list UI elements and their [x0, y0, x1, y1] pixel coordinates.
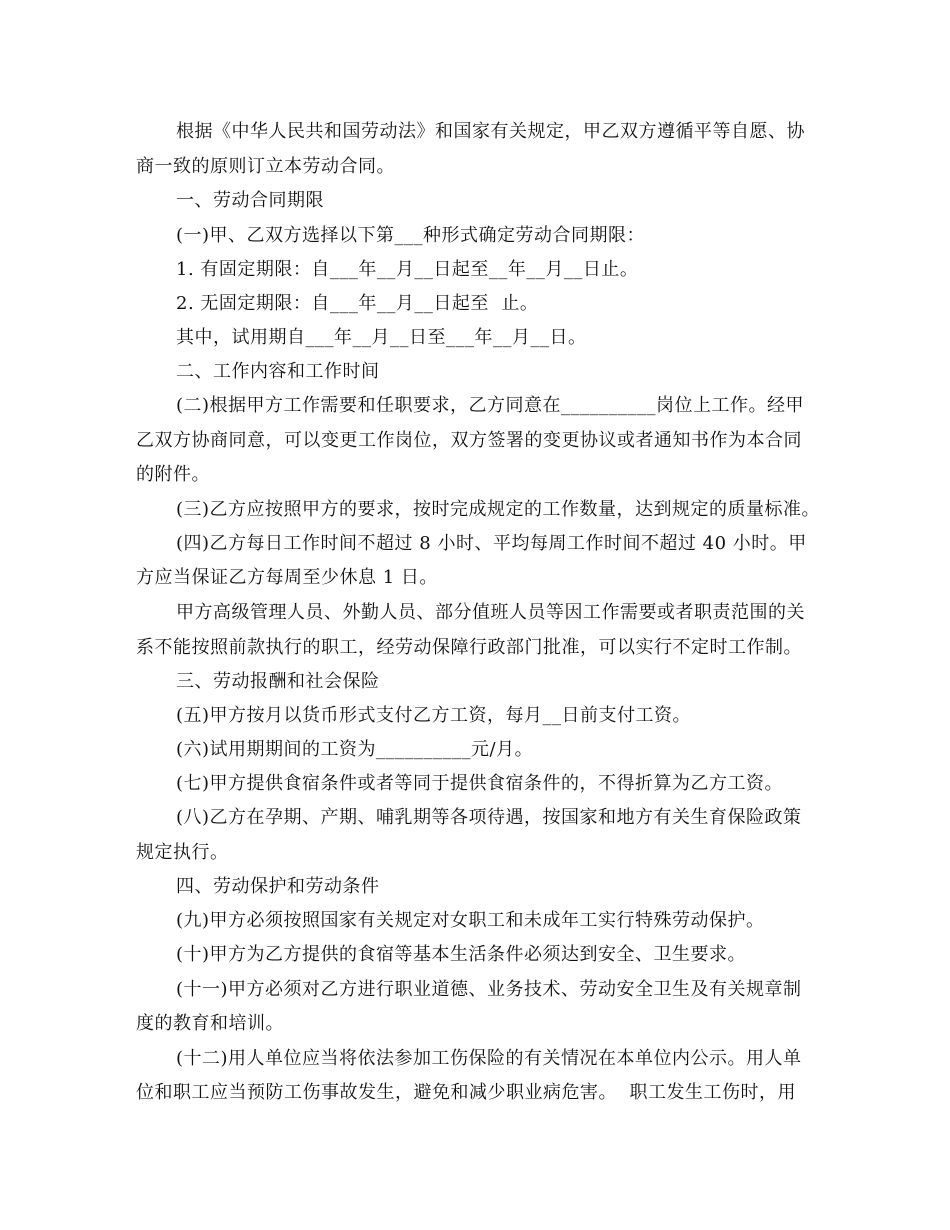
option-line: 1. 有固定期限：自___年__月__日起至__年__月__日止。	[176, 259, 639, 280]
clause-line: 乙双方协商同意，可以变更工作岗位，双方签署的变更协议或者通知书作为本合同	[136, 430, 802, 451]
clause-line: (二)根据甲方工作需要和任职要求，乙方同意在__________岗位上工作。经甲	[176, 395, 805, 416]
clause-line: 的附件。	[136, 464, 210, 485]
clause-line: (一)甲、乙双方选择以下第___种形式确定劳动合同期限：	[176, 225, 646, 246]
paragraph-line: 商一致的原则订立本劳动合同。	[136, 156, 395, 177]
clause-line: (九)甲方必须按照国家有关规定对女职工和未成年工实行特殊劳动保护。	[176, 910, 765, 931]
section-heading: 四、劳动保护和劳动条件	[176, 876, 380, 897]
section-heading: 一、劳动合同期限	[176, 190, 324, 211]
section-heading: 三、劳动报酬和社会保险	[176, 671, 380, 692]
clause-line: (八)乙方在孕期、产期、哺乳期等各项待遇，按国家和地方有关生育保险政策	[176, 807, 802, 828]
clause-line: 规定执行。	[136, 842, 229, 863]
option-line: 2. 无固定期限：自___年__月__日起至 止。	[176, 293, 539, 314]
clause-line: (十)甲方为乙方提供的食宿等基本生活条件必须达到安全、卫生要求。	[176, 944, 747, 965]
clause-line: 度的教育和培训。	[136, 1013, 284, 1034]
paragraph-line: 根据《中华人民共和国劳动法》和国家有关规定，甲乙双方遵循平等自愿、协	[176, 121, 805, 142]
clause-line: (十二)用人单位应当将依法参加工伤保险的有关情况在本单位内公示。用人单	[176, 1048, 802, 1069]
clause-line: (六)试用期期间的工资为__________元/月。	[176, 739, 534, 760]
section-heading: 二、工作内容和工作时间	[176, 361, 380, 382]
paragraph-line: 甲方高级管理人员、外勤人员、部分值班人员等因工作需要或者职责范围的关	[176, 602, 805, 623]
clause-line: (四)乙方每日工作时间不超过 8 小时、平均每周工作时间不超过 40 小时。甲	[176, 533, 807, 554]
clause-line: (七)甲方提供食宿条件或者等同于提供食宿条件的，不得折算为乙方工资。	[176, 773, 784, 794]
paragraph-line: 系不能按照前款执行的职工，经劳动保障行政部门批准，可以实行不定时工作制。	[136, 637, 802, 658]
paragraph-line: 其中，试用期自___年__月__日至___年__月__日。	[176, 327, 587, 348]
clause-line: (五)甲方按月以货币形式支付乙方工资，每月__日前支付工资。	[176, 705, 692, 726]
clause-line: (三)乙方应按照甲方的要求，按时完成规定的工作数量，达到规定的质量标准。	[176, 499, 821, 520]
clause-line: (十一)甲方必须对乙方进行职业道德、业务技术、劳动安全卫生及有关规章制	[176, 979, 802, 1000]
clause-line: 方应当保证乙方每周至少休息 1 日。	[136, 567, 438, 588]
clause-line: 位和职工应当预防工伤事故发生，避免和减少职业病危害。 职工发生工伤时，用	[136, 1082, 796, 1103]
